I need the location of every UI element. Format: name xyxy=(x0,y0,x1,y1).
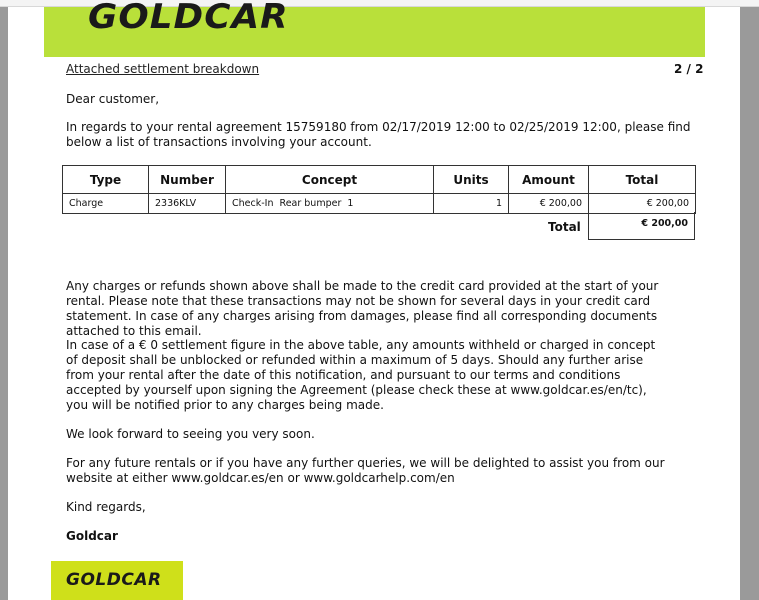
intro-paragraph: In regards to your rental agreement 15759180 from 02/17/2019 12:00 to 02/25/2019 12:00, please find below a list of transactions involving your account. xyxy=(66,120,691,149)
col-header-units: Units xyxy=(434,166,509,194)
document-page xyxy=(8,0,740,600)
col-header-total: Total xyxy=(589,166,696,194)
charges-paragraph: Any charges or refunds shown above shall be made to the credit card provided at the start of your rental. Please note that these transactions may not be shown for several days in your credit card statement. In case of any charges arising from damages, please find all corresponding documents attached to this email. xyxy=(66,279,659,338)
signature: Goldcar xyxy=(66,529,118,543)
goldcar-logo: GOLDCAR xyxy=(88,0,289,37)
col-header-number: Number xyxy=(149,166,226,194)
cell-total: € 200,00 xyxy=(589,194,696,214)
look-forward-paragraph: We look forward to seeing you very soon. xyxy=(66,427,315,441)
cell-amount: € 200,00 xyxy=(509,194,589,214)
transactions-table xyxy=(62,165,696,214)
cell-concept: Check-In Rear bumper 1 xyxy=(226,194,434,214)
page-indicator: 2 / 2 xyxy=(674,62,704,76)
grand-total-label: Total xyxy=(548,220,581,234)
col-header-amount: Amount xyxy=(509,166,589,194)
closing: Kind regards, xyxy=(66,500,146,514)
cell-units: 1 xyxy=(434,194,509,214)
goldcar-footer-logo: GOLDCAR xyxy=(66,570,162,590)
footer-logo-box xyxy=(51,561,183,600)
table-row xyxy=(63,194,696,214)
greeting: Dear customer, xyxy=(66,92,160,106)
header-banner xyxy=(44,0,705,57)
col-header-concept: Concept xyxy=(226,166,434,194)
cell-number: 2336KLV xyxy=(149,194,226,214)
grand-total-value: € 200,00 xyxy=(588,212,695,240)
document-title: Attached settlement breakdown xyxy=(66,62,260,76)
cell-type: Charge xyxy=(63,194,149,214)
table-header-row xyxy=(63,166,696,194)
deposit-paragraph: In case of a € 0 settlement figure in the above table, any amounts withheld or charged in concept of deposit shall be unblocked or refunded within a maximum of 5 days. Should any further arise from your rental after the date of this notification, and pursuant to our terms and conditions accepted by yourself upon signing the Agreement (please check these at www.goldcar.es/en/tc), you will be notified prior to any charges being made. xyxy=(66,338,656,412)
col-header-type: Type xyxy=(63,166,149,194)
website-paragraph: For any future rentals or if you have any further queries, we will be delighted to assist you from our website at either www.goldcar.es/en or www.goldcarhelp.com/en xyxy=(66,456,665,485)
